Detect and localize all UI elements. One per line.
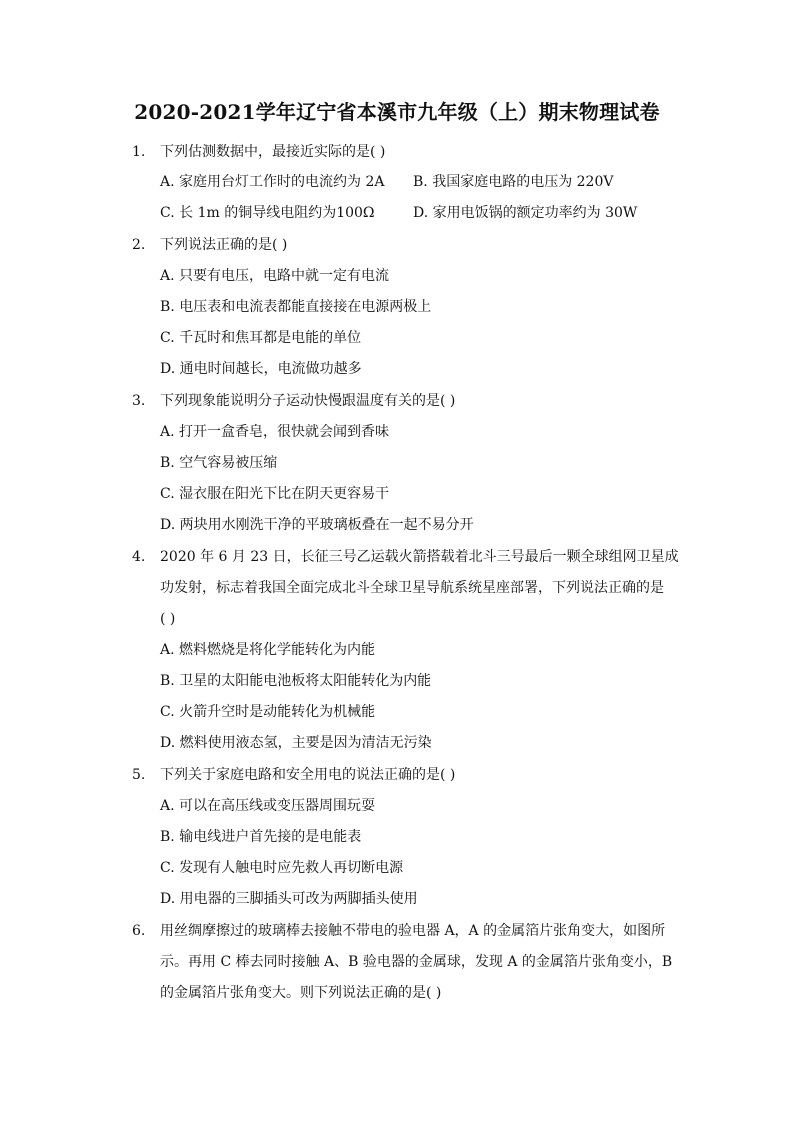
question-number: 4. <box>132 549 146 565</box>
question-stem-line-1: 用丝绸摩擦过的玻璃棒去接触不带电的验电器 A，A 的金属箔片张角变大，如图所 <box>160 923 666 939</box>
question-stem: 下列现象能说明分子运动快慢跟温度有关的是( ) <box>160 393 456 409</box>
question-stem-line-1: 2020 年 6 月 23 日，长征三号乙运载火箭搭载着北斗三号最后一颗全球组网卫星成 <box>160 549 679 565</box>
question-stem-line-2: 功发射，标志着我国全面完成北斗全球卫星导航系统星座部署，下列说法正确的是 <box>160 580 664 596</box>
question-stem: 下列说法正确的是( ) <box>160 237 288 253</box>
option-c: C. 火箭升空时是动能转化为机械能 <box>160 704 376 720</box>
question-number: 1. <box>132 144 146 160</box>
option-b: B. 输电线进户首先接的是电能表 <box>160 829 362 845</box>
question-stem-line-3: 的金属箔片张角变大。则下列说法正确的是( ) <box>160 985 442 1001</box>
option-b: B. 电压表和电流表都能直接接在电源两极上 <box>160 299 432 315</box>
option-a: A. 只要有电压，电路中就一定有电流 <box>160 268 390 284</box>
option-d: D. 燃料使用液态氢，主要是因为清洁无污染 <box>160 735 432 751</box>
option-d: D. 用电器的三脚插头可改为两脚插头使用 <box>160 891 418 907</box>
question-number: 6. <box>132 923 146 939</box>
option-b: B. 卫星的太阳能电池板将太阳能转化为内能 <box>160 673 432 689</box>
option-a: A. 燃料燃烧是将化学能转化为内能 <box>160 642 376 658</box>
option-b: B. 空气容易被压缩 <box>160 455 278 471</box>
option-a: A. 家庭用台灯工作时的电流约为 2A <box>160 174 385 190</box>
option-c: C. 千瓦时和焦耳都是电能的单位 <box>160 330 362 346</box>
question-stem: 下列估测数据中，最接近实际的是( ) <box>160 144 386 160</box>
page-title: 2020-2021学年辽宁省本溪市九年级（上）期末物理试卷 <box>134 100 660 124</box>
question-stem-line-3: ( ) <box>160 611 176 627</box>
option-c: C. 发现有人触电时应先救人再切断电源 <box>160 860 404 876</box>
question-stem-line-2: 示。再用 C 棒去同时接触 A、B 验电器的金属球，发现 A 的金属箔片张角变小，B <box>160 954 673 970</box>
option-d: D. 通电时间越长，电流做功越多 <box>160 361 362 377</box>
question-number: 5. <box>132 767 146 783</box>
question-number: 2. <box>132 237 146 253</box>
option-c: C. 湿衣服在阳光下比在阴天更容易干 <box>160 486 390 502</box>
question-stem: 下列关于家庭电路和安全用电的说法正确的是( ) <box>160 767 456 783</box>
question-number: 3. <box>132 393 146 409</box>
option-b: B. 我国家庭电路的电压为 220V <box>413 174 614 190</box>
option-d: D. 家用电饭锅的额定功率约为 30W <box>413 205 638 221</box>
option-a: A. 打开一盒香皂，很快就会闻到香味 <box>160 424 390 440</box>
option-c: C. 长 1m 的铜导线电阻约为100Ω <box>160 205 375 221</box>
option-d: D. 两块用水刚洗干净的平玻璃板叠在一起不易分开 <box>160 517 474 533</box>
option-a: A. 可以在高压线或变压器周围玩耍 <box>160 798 376 814</box>
